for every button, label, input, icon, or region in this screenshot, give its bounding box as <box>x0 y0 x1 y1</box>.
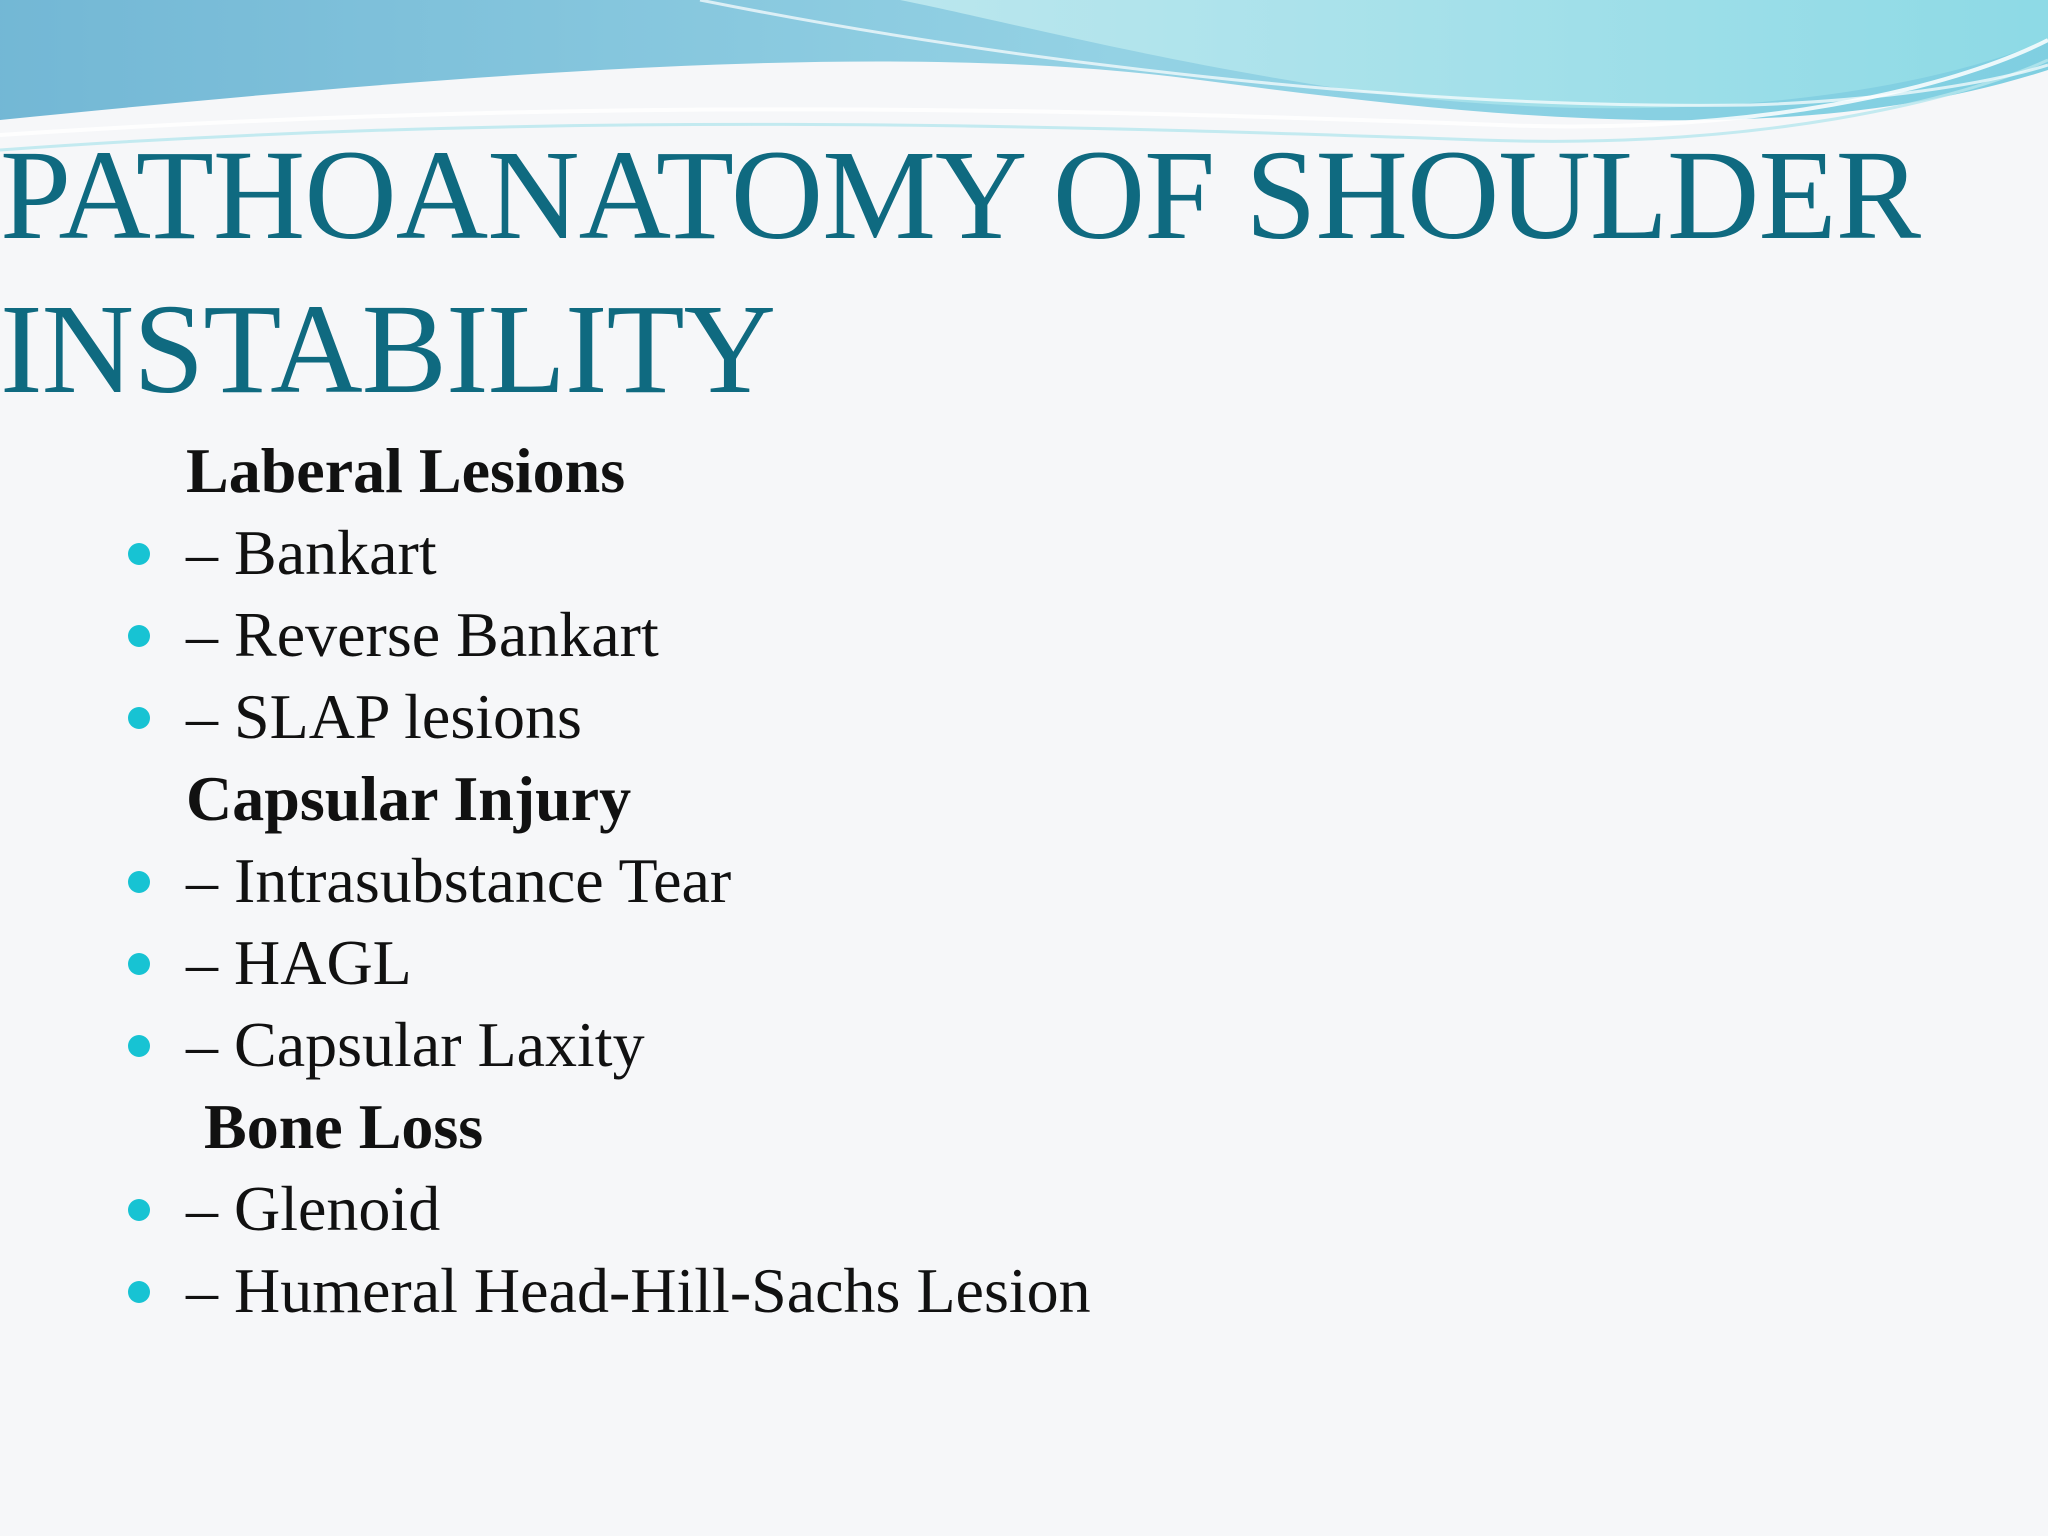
list-item-text: – Bankart <box>186 517 437 588</box>
list-item <box>0 840 1700 922</box>
section-heading-bone-loss: Bone Loss <box>204 1091 484 1162</box>
list-item-text: – Glenoid <box>186 1173 441 1244</box>
list-item-text: – Reverse Bankart <box>186 599 659 670</box>
list-item-text: – Capsular Laxity <box>186 1009 645 1080</box>
list-item-text: – HAGL <box>186 927 412 998</box>
bullet-icon <box>128 1281 150 1303</box>
bullet-icon <box>128 1035 150 1057</box>
list-item-text: – Humeral Head-Hill-Sachs Lesion <box>186 1255 1091 1326</box>
list-item <box>0 594 1700 676</box>
bullet-icon <box>128 707 150 729</box>
slide-content <box>0 430 1700 1332</box>
bullet-icon <box>128 625 150 647</box>
bullet-icon <box>128 1199 150 1221</box>
list-item <box>0 1004 1700 1086</box>
list-item <box>0 922 1700 1004</box>
section-heading-capsular-injury: Capsular Injury <box>186 763 632 834</box>
list-item <box>0 676 1700 758</box>
bullet-icon <box>128 953 150 975</box>
section-heading-laberal-lesions: Laberal Lesions <box>186 435 626 506</box>
slide-title: PATHOANATOMY OF SHOULDER INSTABILITY <box>0 124 1920 420</box>
list-item-text: – SLAP lesions <box>186 681 582 752</box>
list-item <box>0 1250 1700 1332</box>
list-item <box>0 512 1700 594</box>
bullet-icon <box>128 871 150 893</box>
list-item <box>0 1168 1700 1250</box>
list-item-text: – Intrasubstance Tear <box>186 845 732 916</box>
bullet-icon <box>128 543 150 565</box>
